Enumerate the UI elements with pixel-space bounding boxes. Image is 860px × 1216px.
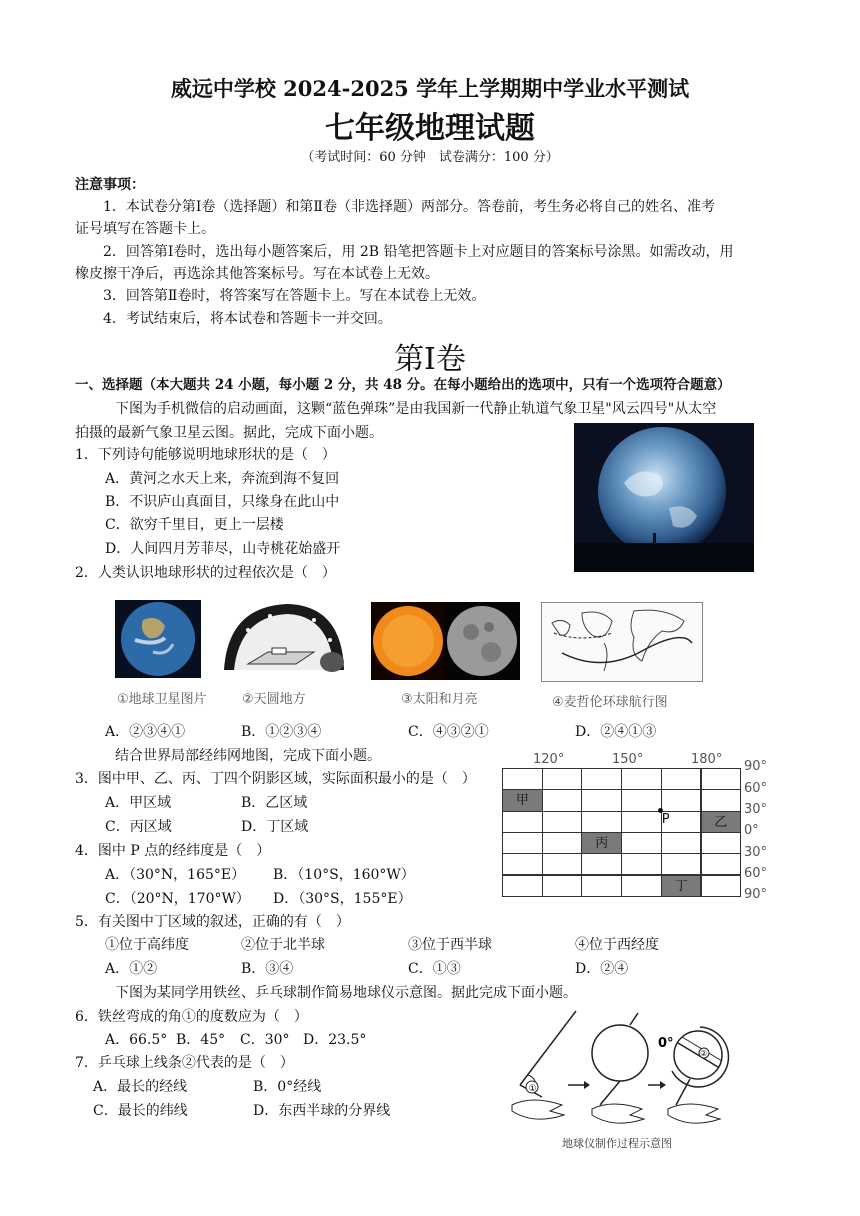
grid-cell bbox=[581, 789, 622, 811]
section-heading: 一、选择题（本大题共 24 小题，每小题 2 分，共 48 分。在每小题给出的选项中，只有一个选项符合题意） bbox=[75, 377, 731, 393]
grid-cell bbox=[502, 811, 543, 833]
grid-cell bbox=[621, 832, 662, 854]
grid-cell bbox=[502, 768, 543, 790]
school-title: 威远中学校 2024-2025 学年上学期期中学业水平测试 bbox=[170, 76, 690, 101]
q6-option: A．66.5° bbox=[105, 1032, 168, 1048]
round-sky-square-earth-picture bbox=[218, 600, 346, 678]
lon-label: 150° bbox=[612, 752, 644, 767]
grid-cell bbox=[701, 789, 742, 811]
q2-option: D．②④①③ bbox=[575, 724, 657, 740]
note-line: 橡皮擦干净后，再选涂其他答案标号。写在本试卷上无效。 bbox=[75, 266, 439, 282]
q7-option: C．最长的纬线 bbox=[93, 1103, 188, 1119]
note-line: 证号填写在答题卡上。 bbox=[75, 221, 215, 237]
q5-option: C．①③ bbox=[408, 961, 461, 977]
q2-option: A．②③④① bbox=[105, 724, 186, 740]
lat-label: 30° bbox=[744, 845, 768, 860]
lat-label: 60° bbox=[744, 866, 768, 881]
q5-statement: ④位于西经度 bbox=[575, 937, 659, 953]
note-line: 3．回答第Ⅱ卷时，将答案写在答题卡上。写在本试卷上无效。 bbox=[103, 288, 486, 304]
lat-label: 90° bbox=[744, 887, 768, 902]
lon-label: 120° bbox=[533, 752, 565, 767]
grid-cell bbox=[701, 853, 742, 875]
q5-statement: ②位于北半球 bbox=[241, 937, 325, 953]
q5-stem: 5．有关图中丁区域的叙述，正确的有（ ） bbox=[75, 914, 350, 930]
q1-option: A．黄河之水天上来，奔流到海不复回 bbox=[105, 471, 340, 487]
grid-cell bbox=[542, 875, 583, 897]
globe-making-diagram bbox=[500, 1005, 740, 1150]
grid-cell bbox=[542, 789, 583, 811]
point-p-label: P bbox=[661, 811, 670, 827]
shaded-region: 乙 bbox=[701, 811, 742, 833]
grid-cell bbox=[581, 811, 622, 833]
grid-cell bbox=[502, 832, 543, 854]
exam-info: （考试时间：60 分钟 试卷满分：100 分） bbox=[301, 150, 559, 165]
q2-caption: ④麦哲伦环球航行图 bbox=[552, 695, 668, 710]
q7-stem: 7．乒乓球上线条②代表的是（ ） bbox=[75, 1055, 294, 1071]
lat-label: 30° bbox=[744, 802, 768, 817]
exam-title: 七年级地理试题 bbox=[325, 111, 535, 146]
q4-option: A．（30°N，165°E） bbox=[105, 867, 246, 883]
zero-degree-label: 0° bbox=[658, 1036, 674, 1051]
q1-stem: 1．下列诗句能够说明地球形状的是（ ） bbox=[75, 447, 336, 463]
grid-cell bbox=[581, 853, 622, 875]
grid-body bbox=[502, 768, 740, 896]
q4-stem: 4．图中 P 点的经纬度是（ ） bbox=[75, 843, 271, 859]
globe-diagram-drawing bbox=[500, 1005, 740, 1127]
q6-option: B．45° bbox=[176, 1032, 226, 1048]
q5-option: B．③④ bbox=[241, 961, 294, 977]
grid-cell bbox=[621, 768, 662, 790]
sun-and-moon-photo bbox=[371, 602, 520, 680]
grid-cell bbox=[701, 875, 742, 897]
q6-option: D．23.5° bbox=[303, 1032, 367, 1048]
lat-label: 0° bbox=[744, 823, 759, 838]
q7-option: B．0°经线 bbox=[253, 1079, 322, 1095]
q1-option: D．人间四月芳菲尽，山寺桃花始盛开 bbox=[105, 541, 341, 557]
q3-option: A．甲区域 bbox=[105, 795, 172, 811]
intro-text: 结合世界局部经纬网地图，完成下面小题。 bbox=[115, 748, 381, 764]
lat-lon-grid-map bbox=[500, 752, 772, 904]
grid-cell bbox=[502, 853, 543, 875]
shaded-region: 甲 bbox=[502, 789, 543, 811]
q2-caption: ②天圆地方 bbox=[242, 692, 306, 707]
q2-caption: ①地球卫星图片 bbox=[117, 692, 207, 707]
q4-option: B．（10°S，160°W） bbox=[273, 867, 415, 883]
notes-heading: 注意事项： bbox=[75, 177, 145, 193]
grid-cell bbox=[581, 875, 622, 897]
q1-option: B．不识庐山真面目，只缘身在此山中 bbox=[105, 494, 340, 510]
q3-option: D．丁区域 bbox=[241, 819, 309, 835]
grid-cell bbox=[581, 768, 622, 790]
grid-cell bbox=[621, 853, 662, 875]
intro-text: 下图为手机微信的启动画面，这颗“蓝色弹珠”是由我国新一代静止轨道气象卫星"风云四号"从太空 bbox=[115, 401, 717, 417]
intro-text: 拍摄的最新气象卫星云图。据此，完成下面小题。 bbox=[75, 425, 383, 441]
shaded-region: 丙 bbox=[581, 832, 622, 854]
lon-label: 180° bbox=[691, 752, 723, 767]
grid-cell bbox=[621, 875, 662, 897]
q4-option: D．（30°S，155°E） bbox=[273, 891, 412, 907]
grid-cell bbox=[542, 811, 583, 833]
grid-cell bbox=[661, 768, 702, 790]
q6-stem: 6．铁丝弯成的角①的度数应为（ ） bbox=[75, 1009, 308, 1025]
grid-cell bbox=[542, 832, 583, 854]
grid-cell bbox=[701, 768, 742, 790]
q2-caption: ③太阳和月亮 bbox=[401, 692, 478, 707]
angle-mark: ① bbox=[528, 1084, 537, 1094]
grid-cell bbox=[621, 789, 662, 811]
q5-option: D．②④ bbox=[575, 961, 629, 977]
note-line: 2．回答第Ⅰ卷时，选出每小题答案后，用 2B 铅笔把答题卡上对应题目的答案标号涂黑。如需改动，用 bbox=[103, 244, 734, 260]
q2-option: B．①②③④ bbox=[241, 724, 322, 740]
shaded-region: 丁 bbox=[661, 875, 702, 897]
q4-option: C．（20°N，170°W） bbox=[105, 891, 250, 907]
grid-cell bbox=[621, 811, 662, 833]
earth-satellite-image bbox=[574, 423, 754, 572]
q5-statement: ③位于西半球 bbox=[408, 937, 492, 953]
intro-text: 下图为某同学用铁丝、乒乓球制作简易地球仪示意图。据此完成下面小题。 bbox=[115, 985, 577, 1001]
satellite-earth-photo bbox=[115, 600, 201, 678]
note-line: 4．考试结束后，将本试卷和答题卡一并交回。 bbox=[103, 311, 392, 327]
grid-cell bbox=[542, 853, 583, 875]
q3-option: C．丙区域 bbox=[105, 819, 172, 835]
grid-cell bbox=[542, 768, 583, 790]
q5-option: A．①② bbox=[105, 961, 158, 977]
line-mark: ② bbox=[700, 1049, 708, 1058]
lat-label: 90° bbox=[744, 759, 768, 774]
q7-option: A．最长的经线 bbox=[93, 1079, 188, 1095]
q2-stem: 2．人类认识地球形状的过程依次是（ ） bbox=[75, 565, 336, 581]
q2-option: C．④③②① bbox=[408, 724, 489, 740]
note-line: 1．本试卷分第Ⅰ卷（选择题）和第Ⅱ卷（非选择题）两部分。答卷前，考生务必将自己的姓名、准考 bbox=[103, 199, 715, 215]
q6-option: C．30° bbox=[240, 1032, 290, 1048]
grid-cell bbox=[502, 875, 543, 897]
grid-cell bbox=[701, 832, 742, 854]
volume-title: 第Ⅰ卷 bbox=[394, 342, 466, 377]
lat-label: 60° bbox=[744, 781, 768, 796]
globe-diagram-caption: 地球仪制作过程示意图 bbox=[562, 1137, 672, 1150]
grid-cell bbox=[661, 832, 702, 854]
q3-option: B．乙区域 bbox=[241, 795, 308, 811]
magellan-voyage-map bbox=[541, 602, 703, 682]
q5-statement: ①位于高纬度 bbox=[105, 937, 189, 953]
grid-cell bbox=[661, 789, 702, 811]
q1-option: C．欲穷千里目，更上一层楼 bbox=[105, 517, 284, 533]
q7-option: D．东西半球的分界线 bbox=[253, 1103, 391, 1119]
q3-stem: 3．图中甲、乙、丙、丁四个阴影区域，实际面积最小的是（ ） bbox=[75, 771, 476, 787]
grid-cell bbox=[661, 853, 702, 875]
